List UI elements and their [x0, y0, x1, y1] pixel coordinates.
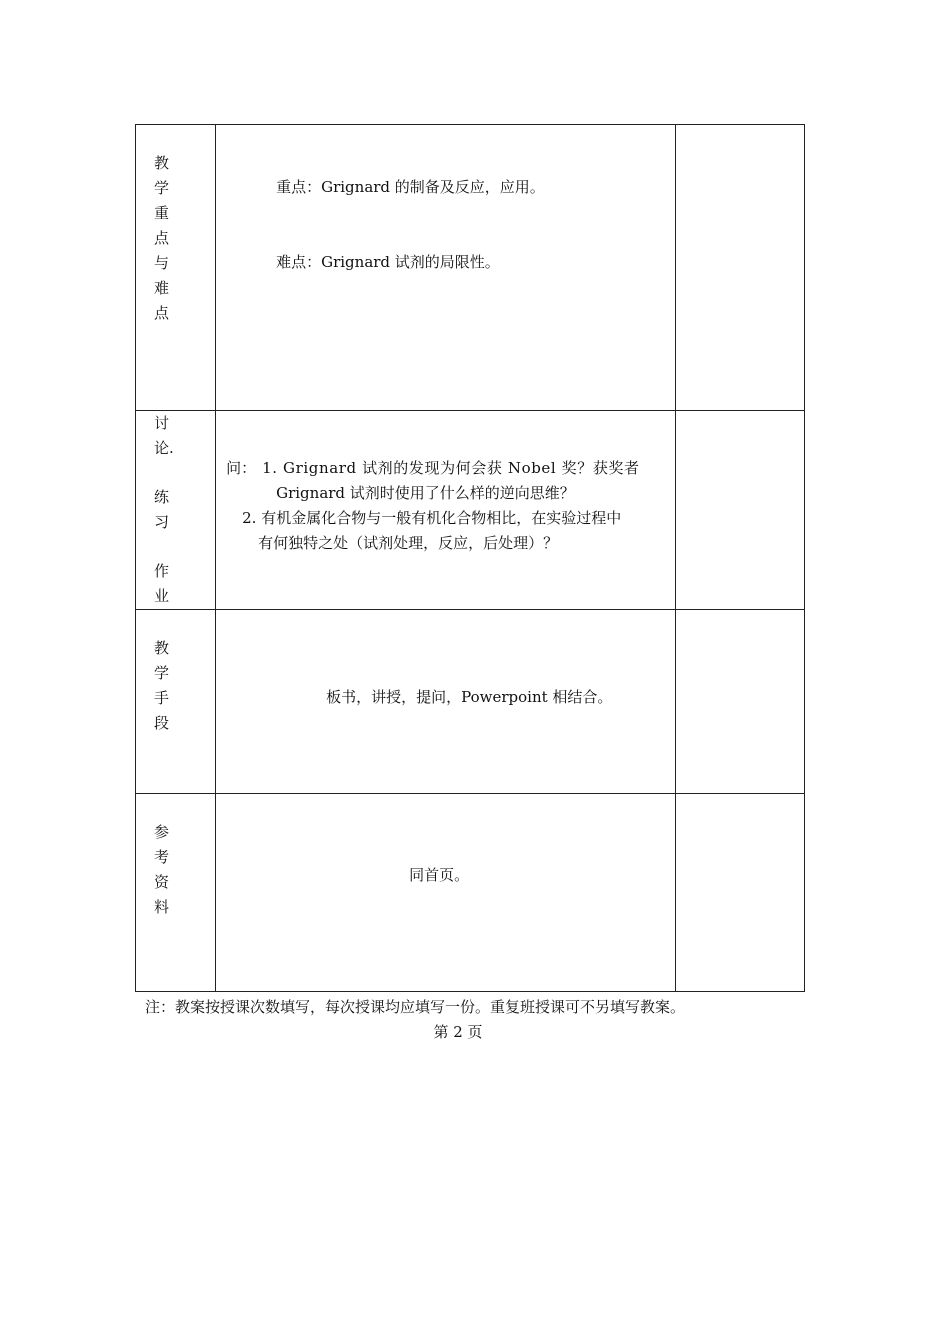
question-1-line-2: Grignard 试剂时使用了什么样的逆向思维？ — [276, 484, 575, 502]
label-references — [136, 794, 215, 920]
content-cell-teaching-methods — [216, 610, 676, 794]
label-char: 教 — [154, 154, 170, 172]
notes-cell-teaching-methods — [675, 610, 804, 794]
label-char: 参 — [154, 823, 170, 841]
label-char: 与 — [154, 254, 170, 272]
label-char: 习 — [154, 512, 170, 531]
label-char: 作 — [154, 562, 170, 580]
content-cell-references — [216, 794, 676, 992]
difficult-point-text: 难点：Grignard 试剂的局限性。 — [276, 253, 500, 271]
label-char: 点 — [154, 304, 170, 322]
row-discussion-exercises — [136, 411, 805, 610]
row-teaching-methods — [136, 610, 805, 794]
lesson-plan-table — [135, 124, 805, 992]
row-key-difficult-points — [136, 125, 805, 411]
page-number: 第 2 页 — [433, 1023, 483, 1041]
row-references — [136, 794, 805, 992]
label-cell-discussion-exercises — [136, 411, 216, 610]
label-discussion-exercises — [136, 411, 215, 608]
label-cell-key-difficult-points — [136, 125, 216, 411]
notes-cell-references — [675, 794, 804, 992]
label-char: 段 — [154, 714, 170, 732]
label-teaching-methods — [136, 610, 215, 736]
label-char: 练 — [154, 488, 170, 506]
teaching-methods-text: 板书，讲授，提问，Powerpoint 相结合。 — [326, 688, 613, 706]
reference-text: 同首页。 — [409, 866, 470, 884]
question-1-line-1: 1. Grignard 试剂的发现为何会获 Nobel 奖？获奖者 — [262, 459, 640, 477]
question-2-line-1: 2. 有机金属化合物与一般有机化合物相比，在实验过程中 — [242, 509, 622, 527]
label-char: 料 — [154, 898, 170, 916]
label-char: 资 — [154, 873, 170, 891]
label-char: 手 — [154, 689, 170, 707]
label-char: 讨 — [154, 414, 170, 432]
label-char: 学 — [154, 664, 170, 682]
label-cell-teaching-methods — [136, 610, 216, 794]
label-char: 业 — [154, 586, 170, 605]
label-char: 论. — [154, 438, 174, 457]
question-2-line-2: 有何独特之处（试剂处理，反应，后处理）？ — [258, 534, 559, 552]
notes-cell-key-difficult-points — [675, 125, 804, 411]
label-char: 重 — [154, 204, 170, 222]
label-char: 难 — [154, 279, 170, 297]
notes-cell-discussion-exercises — [675, 411, 804, 610]
label-cell-references — [136, 794, 216, 992]
label-char: 点 — [154, 229, 170, 247]
footnote: 注：教案按授课次数填写，每次授课均应填写一份。重复班授课可不另填写教案。 — [145, 998, 686, 1016]
label-char: 考 — [154, 848, 170, 866]
content-cell-discussion-exercises — [216, 411, 676, 610]
key-point-text: 重点：Grignard 的制备及反应，应用。 — [276, 178, 545, 196]
label-char: 教 — [154, 639, 170, 657]
question-prefix: 问： — [226, 459, 257, 477]
label-key-difficult-points — [136, 125, 215, 326]
label-char: 学 — [154, 179, 170, 197]
content-cell-key-difficult-points — [216, 125, 676, 411]
